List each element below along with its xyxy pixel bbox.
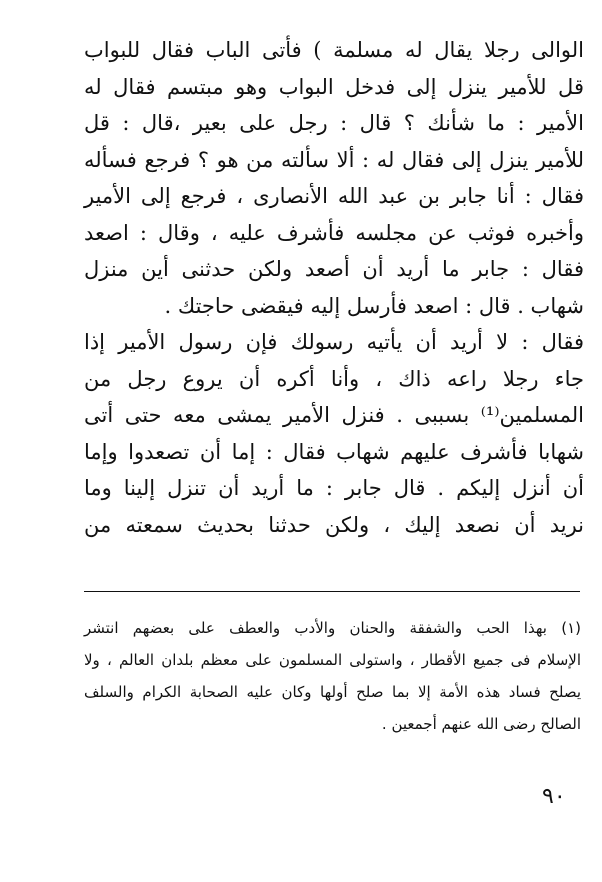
footnote-line: الإسلام فى جميع الأقطار ، واستولى المسلمون على معظم بلدان العالم ، ولا <box>84 651 581 669</box>
text-line: جاء رجلا راعه ذاك ، وأنا أكره أن يروع رجل من <box>84 366 584 391</box>
page-number: ٩٠ <box>542 784 566 809</box>
footnote-line: يصلح فساد هذه الأمة إلا بما صلح أولها وكان عليه الصحابة الكرام والسلف <box>84 683 581 701</box>
text-line: قل للأمير ينزل إلى فدخل البواب وهو مبتسم فقال له <box>84 74 584 99</box>
text-line: وأخبره فوثب عن مجلسه فأشرف عليه ، وقال : اصعد <box>84 220 584 245</box>
text-line: شهاب . قال : اصعد فأرسل إليه فيقضى حاجتك . <box>164 293 584 318</box>
footnote-line: الصالح رضى الله عنهم أجمعين . <box>381 715 581 733</box>
main-text-block <box>84 32 584 543</box>
footnote-separator-rule <box>84 591 580 592</box>
footnote-line: (١) بهذا الحب والشفقة والحنان والأدب والعطف على بعضهم انتشر <box>84 619 581 637</box>
text-line: الأمير : ما شأنك ؟ قال : رجل على بعير ،قال : قل <box>84 111 584 135</box>
text-line: فقال : لا أريد أن يأتيه رسولك فإن رسول الأمير إذا <box>84 330 584 354</box>
text-line: فقال : جابر ما أريد أن أصعد ولكن حدثنى أين منزل <box>84 257 584 281</box>
text-line: شهابا فأشرف عليهم شهاب فقال : إما أن تصعدوا وإما <box>84 439 584 464</box>
footnote-block <box>84 612 581 740</box>
text-line: الوالى رجلا يقال له مسلمة ) فأتى الباب فقال للبواب <box>84 38 584 62</box>
text-line: المسلمين⁽¹⁾ بسببى . فنزل الأمير يمشى معه حتى أتى <box>84 403 584 427</box>
text-line: للأمير ينزل إلى فقال له : ألا سألته من هو ؟ فرجع فسأله <box>84 147 584 172</box>
text-line: فقال : أنا جابر بن عبد الله الأنصارى ، فرجع إلى الأمير <box>84 184 584 208</box>
text-line: نريد أن نصعد إليك ، ولكن حدثنا بحديث سمعته من <box>84 512 584 537</box>
text-line: أن أنزل إليكم . قال جابر : ما أريد أن تنزل إلينا وما <box>84 476 584 500</box>
